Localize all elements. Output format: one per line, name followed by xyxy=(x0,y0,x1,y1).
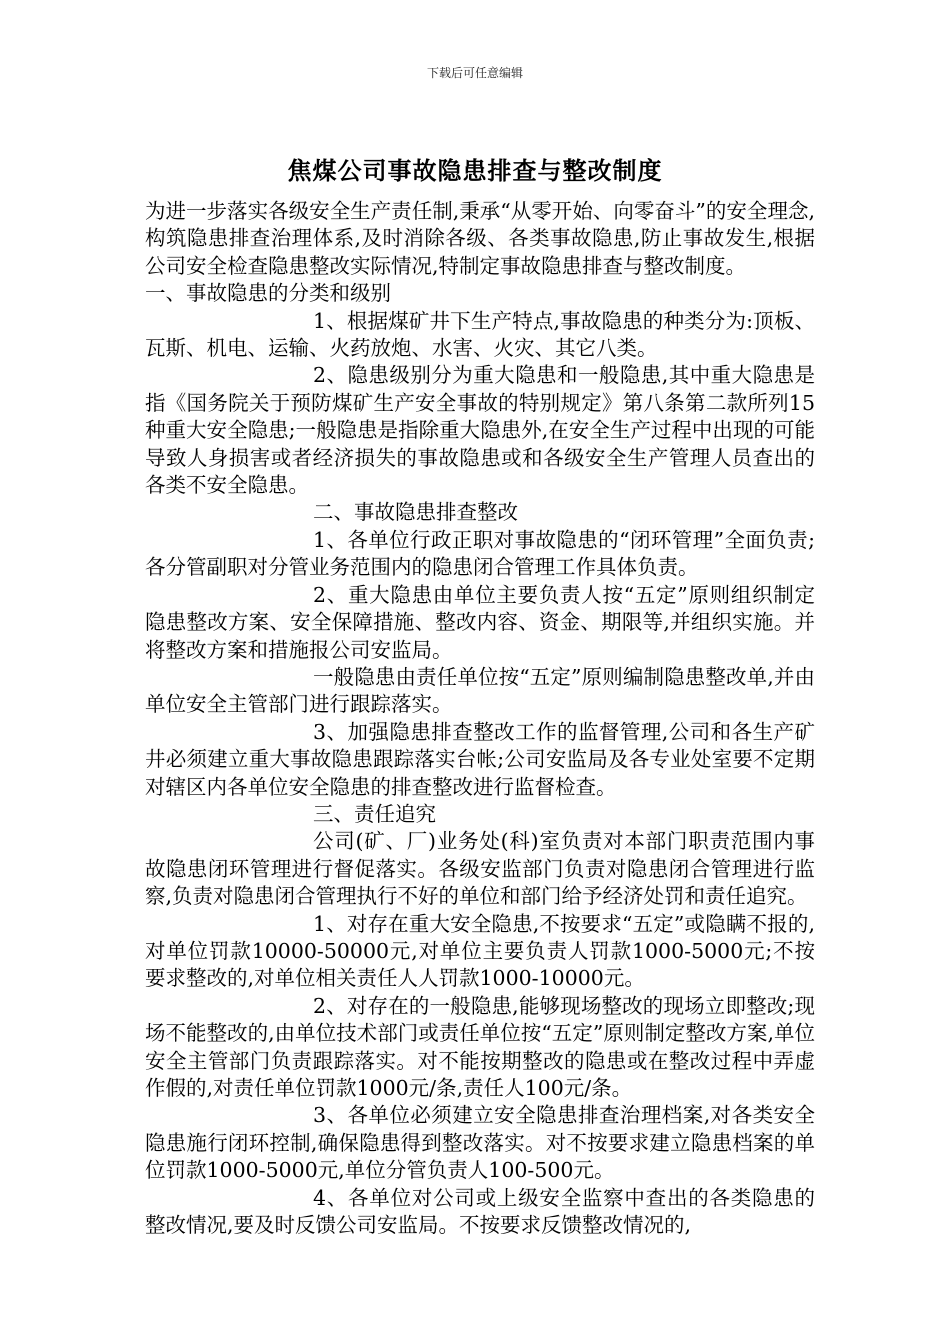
paragraph: 2、重大隐患由单位主要负责人按“五定”原则组织制定隐患整改方案、安全保障措施、整改内容、资金、期限等,并组织实施。并将整改方案和措施报公司安监局。 xyxy=(145,582,815,662)
paragraph: 1、各单位行政正职对事故隐患的“闭环管理”全面负责;各分管副职对分管业务范围内的隐患闭合管理工作具体负责。 xyxy=(145,527,815,580)
section-heading-3: 三、责任追究 xyxy=(313,801,436,826)
paragraph-intro: 为进一步落实各级安全生产责任制,秉承“从零开始、向零奋斗”的安全理念,构筑隐患排查治理体系,及时消除各级、各类事故隐患,防止事故发生,根据公司安全检查隐患整改实际情况,特制定事故隐患排查与整改制度。 xyxy=(145,199,815,278)
paragraph: 1、对存在重大安全隐患,不按要求“五定”或隐瞒不报的,对单位罚款10000-50000元,对单位主要负责人罚款1000-5000元;不按要求整改的,对单位相关责任人人罚款1000-10000元。 xyxy=(145,911,815,991)
paragraph: 1、根据煤矿井下生产特点,事故隐患的种类分为:顶板、瓦斯、机电、运输、火药放炮、水害、火灾、其它八类。 xyxy=(145,308,815,361)
paragraph: 2、对存在的一般隐患,能够现场整改的现场立即整改;现场不能整改的,由单位技术部门或责任单位按“五定”原则制定整改方案,单位安全主管部门负责跟踪落实。对不能按期整改的隐患或在整改过程中弄虚作假的,对责任单位罚款1000元/条,责任人100元/条。 xyxy=(145,993,815,1100)
paragraph: 3、各单位必须建立安全隐患排查治理档案,对各类安全隐患施行闭环控制,确保隐患得到整改落实。对不按要求建立隐患档案的单位罚款1000-5000元,单位分管负责人100-500元。 xyxy=(145,1103,815,1183)
section-heading-1: 一、事故隐患的分类和级别 xyxy=(145,281,391,306)
header-note: 下载后可任意编辑 xyxy=(426,66,523,80)
document-body xyxy=(145,198,815,1239)
section-heading-2: 二、事故隐患排查整改 xyxy=(313,500,518,525)
paragraph: 2、隐患级别分为重大隐患和一般隐患,其中重大隐患是指《国务院关于预防煤矿生产安全事故的特别规定》第八条第二款所列15种重大安全隐患;一般隐患是指除重大隐患外,在安全生产过程中出现的可能导致人身损害或者经济损失的事故隐患或和各级安全生产管理人员查出的各类不安全隐患。 xyxy=(145,363,815,498)
paragraph: 4、各单位对公司或上级安全监察中查出的各类隐患的整改情况,要及时反馈公司安监局。不按要求反馈整改情况的, xyxy=(145,1185,815,1238)
paragraph: 3、加强隐患排查整改工作的监督管理,公司和各生产矿井必须建立重大事故隐患跟踪落实台帐;公司安监局及各专业处室要不定期对辖区内各单位安全隐患的排查整改进行监督检查。 xyxy=(145,719,815,799)
paragraph: 一般隐患由责任单位按“五定”原则编制隐患整改单,并由单位安全主管部门进行跟踪落实。 xyxy=(145,664,815,717)
paragraph: 公司(矿、厂)业务处(科)室负责对本部门职责范围内事故隐患闭环管理进行督促落实。各级安监部门负责对隐患闭合管理进行监察,负责对隐患闭合管理执行不好的单位和部门给予经济处罚和责任追究。 xyxy=(145,829,815,909)
document-title: 焦煤公司事故隐患排查与整改制度 xyxy=(287,156,663,185)
